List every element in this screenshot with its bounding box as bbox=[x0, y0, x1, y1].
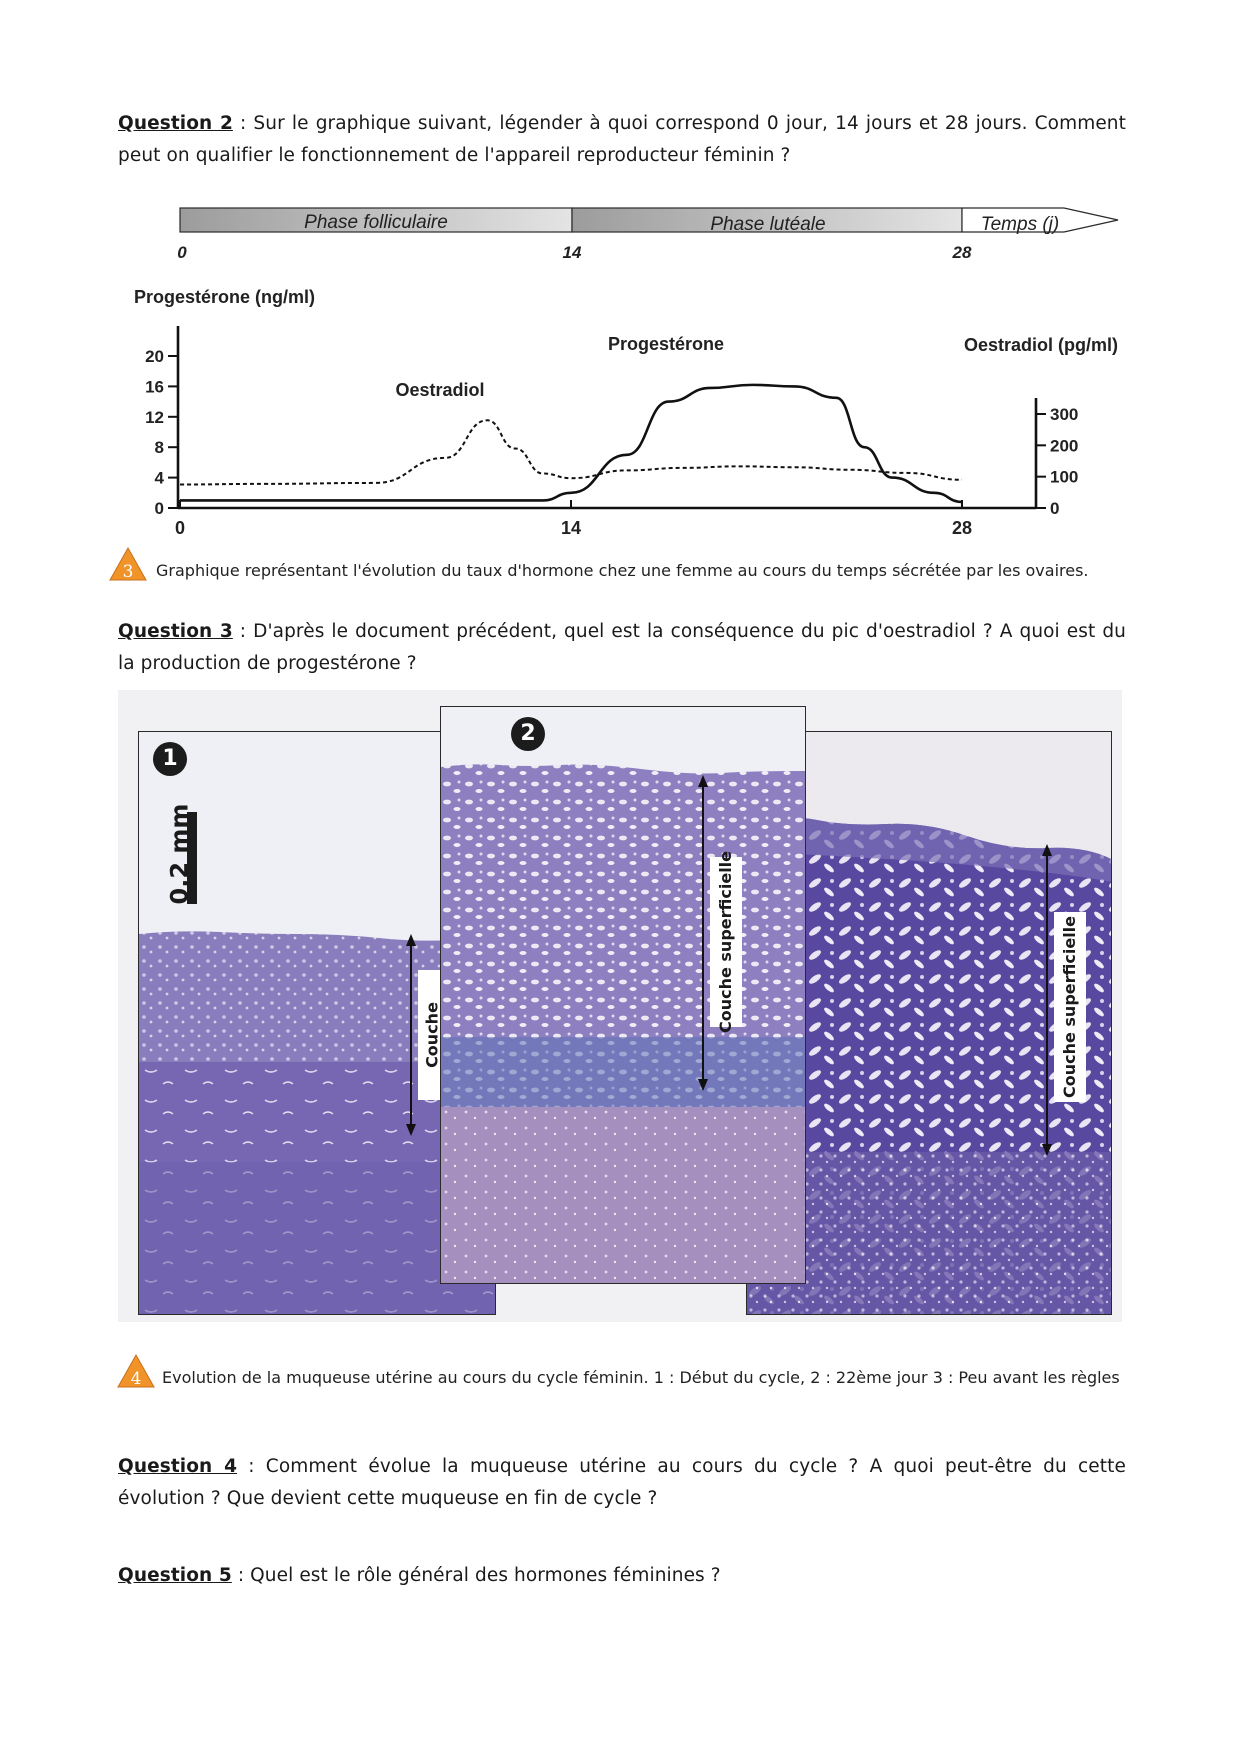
phase-tick-0: 0 bbox=[177, 243, 187, 262]
question-3-label: Question 3 bbox=[118, 621, 233, 642]
phase-luteale-label: Phase lutéale bbox=[710, 214, 826, 235]
y-left-ticks bbox=[145, 347, 178, 518]
time-arrow-label: Temps (j) bbox=[980, 214, 1060, 235]
series-label-oestradiol: Oestradiol bbox=[395, 380, 485, 400]
y-left-tick-label: 0 bbox=[154, 499, 164, 518]
x-tick-label: 28 bbox=[951, 518, 973, 538]
doc-4-caption: Evolution de la muqueuse utérine au cours du cycle féminin. 1 : Début du cycle, 2 : 22ème jour 3 : Peu avant les règles bbox=[162, 1368, 1120, 1387]
panel-3-layer-text: Couche superficielle bbox=[1060, 915, 1079, 1099]
y-right-tick-label: 100 bbox=[1050, 467, 1079, 487]
y-left-axis-title: Progestérone (ng/ml) bbox=[134, 287, 316, 307]
y-right-tick-label: 200 bbox=[1050, 436, 1079, 456]
doc-3-triangle-icon bbox=[108, 546, 148, 582]
panel-2-layer-text: Couche superficielle bbox=[716, 850, 735, 1034]
y-right-tick-label: 300 bbox=[1050, 405, 1079, 424]
y-left-tick-label: 16 bbox=[145, 377, 164, 397]
y-right-tick-label: 0 bbox=[1050, 499, 1060, 518]
phase-tick-14: 14 bbox=[562, 243, 582, 262]
phase-tick-28: 28 bbox=[952, 243, 972, 262]
x-ticks bbox=[175, 500, 972, 538]
phase-bar bbox=[177, 208, 1118, 262]
micrograph-panel-2 bbox=[440, 706, 806, 1284]
y-left-tick-label: 12 bbox=[145, 407, 164, 427]
uterine-mucosa-micrographs bbox=[118, 690, 1126, 1330]
series-line-oestradiol bbox=[180, 420, 962, 484]
y-left-tick-label: 4 bbox=[154, 468, 164, 488]
question-4-label: Question 4 bbox=[118, 1456, 238, 1477]
doc-3-caption: Graphique représentant l'évolution du taux d'hormone chez une femme au cours du temps sécrétée par les ovaires. bbox=[156, 561, 1089, 580]
x-tick-label: 0 bbox=[174, 518, 186, 538]
panel-1-number: 1 bbox=[153, 742, 187, 776]
hormone-chart bbox=[118, 188, 1122, 558]
question-2 bbox=[118, 108, 1126, 172]
scale-bar-label: 0,2 mm bbox=[165, 803, 194, 905]
question-3 bbox=[118, 616, 1126, 680]
panel-3-layer-label bbox=[1054, 912, 1086, 1102]
question-5 bbox=[118, 1560, 1126, 1592]
x-tick-label: 14 bbox=[560, 518, 582, 538]
question-2-text: : Sur le graphique suivant, légender à quoi correspond 0 jour, 14 jours et 28 jours. Comment peut on qualifier le fonctionnement de l'appareil reproducteur féminin ? bbox=[118, 113, 1126, 166]
y-left-tick-label: 8 bbox=[154, 438, 164, 458]
y-right-axis-title: Oestradiol (pg/ml) bbox=[963, 335, 1118, 355]
question-4-text: : Comment évolue la muqueuse utérine au cours du cycle ? A quoi peut-être du cette évolution ? Que devient cette muqueuse en fin de cycle ? bbox=[118, 1456, 1126, 1509]
y-left-tick-label: 20 bbox=[145, 347, 164, 366]
panel-1-layer-line1: Couche bbox=[422, 1002, 442, 1068]
doc-4-number: 4 bbox=[130, 1369, 142, 1389]
question-4 bbox=[118, 1451, 1126, 1515]
y-right-ticks bbox=[1036, 405, 1078, 518]
panel-2-number: 2 bbox=[511, 717, 545, 751]
series-line-progesterone bbox=[180, 385, 962, 502]
doc-3-number: 3 bbox=[122, 562, 134, 582]
panel-2-layer-label bbox=[710, 850, 742, 1034]
series-label-progesterone: Progestérone bbox=[607, 334, 725, 354]
question-5-text: : Quel est le rôle général des hormones féminines ? bbox=[231, 1565, 721, 1586]
question-3-text: : D'après le document précédent, quel est la conséquence du pic d'oestradiol ? A quoi est du la production de progestérone ? bbox=[118, 621, 1126, 674]
question-5-label: Question 5 bbox=[118, 1565, 232, 1586]
phase-folliculaire-label: Phase folliculaire bbox=[304, 212, 448, 233]
series-layer bbox=[180, 385, 962, 502]
question-2-label: Question 2 bbox=[118, 113, 233, 134]
